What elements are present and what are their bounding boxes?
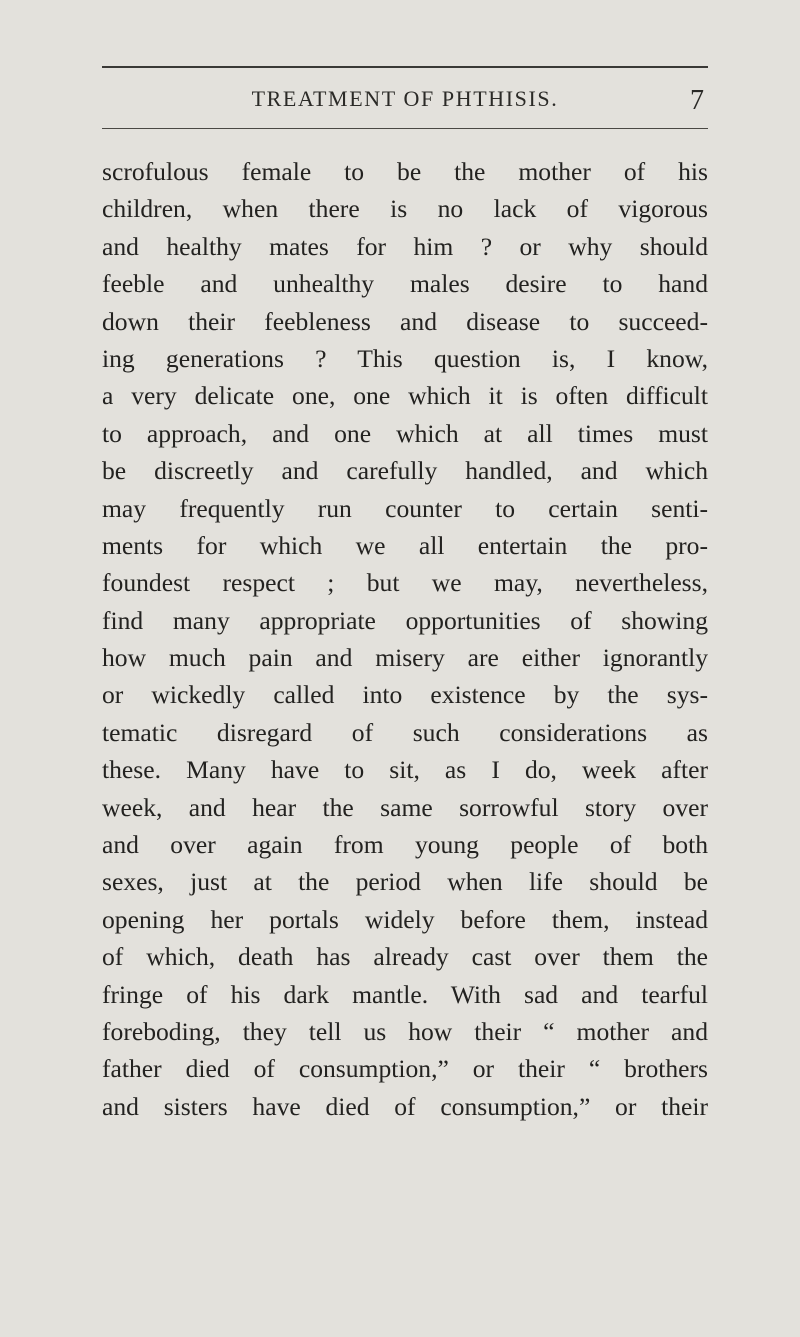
text-line: ments for which we all entertain the pro- [102, 530, 708, 560]
text-line: down their feebleness and disease to succeed- [102, 306, 708, 336]
page-header [102, 83, 708, 117]
text-line: ing generations ? This question is, I know, [102, 343, 708, 373]
text-line: father died of consumption,” or their “ brothers [102, 1054, 708, 1084]
text-line: these. Many have to sit, as I do, week after [102, 755, 708, 785]
text-line: feeble and unhealthy males desire to hand [102, 269, 708, 299]
page-number: 7 [690, 85, 704, 116]
text-line: to approach, and one which at all times must [102, 418, 708, 448]
text-line: tematic disregard of such considerations as [102, 717, 708, 747]
text-line: foundest respect ; but we may, nevertheless, [102, 568, 708, 598]
text-line: a very delicate one, one which it is often difficult [102, 381, 708, 411]
text-line: children, when there is no lack of vigorous [102, 194, 708, 224]
running-title: TREATMENT OF PHTHISIS. [251, 86, 559, 111]
text-line: of which, death has already cast over them the [102, 942, 708, 972]
body-text [102, 153, 708, 1125]
header-rule-top [102, 66, 708, 68]
text-line: opening her portals widely before them, instead [102, 904, 708, 934]
text-line: and over again from young people of both [102, 830, 708, 860]
text-line: foreboding, they tell us how their “ mother and [102, 1016, 708, 1046]
text-line: how much pain and misery are either ignorantly [102, 643, 708, 673]
text-line: or wickedly called into existence by the sys- [102, 680, 708, 710]
text-line: be discreetly and carefully handled, and which [102, 456, 708, 486]
text-line: fringe of his dark mantle. With sad and tearful [102, 979, 708, 1009]
header-rule-bottom [102, 128, 708, 129]
text-line: week, and hear the same sorrowful story over [102, 792, 708, 822]
text-line: and sisters have died of consumption,” or their [102, 1091, 708, 1121]
text-line: scrofulous female to be the mother of his [102, 157, 708, 186]
text-line: find many appropriate opportunities of showing [102, 605, 708, 635]
text-line: may frequently run counter to certain senti- [102, 493, 708, 523]
text-line: sexes, just at the period when life should be [102, 867, 708, 897]
text-line: and healthy mates for him ? or why should [102, 231, 708, 261]
